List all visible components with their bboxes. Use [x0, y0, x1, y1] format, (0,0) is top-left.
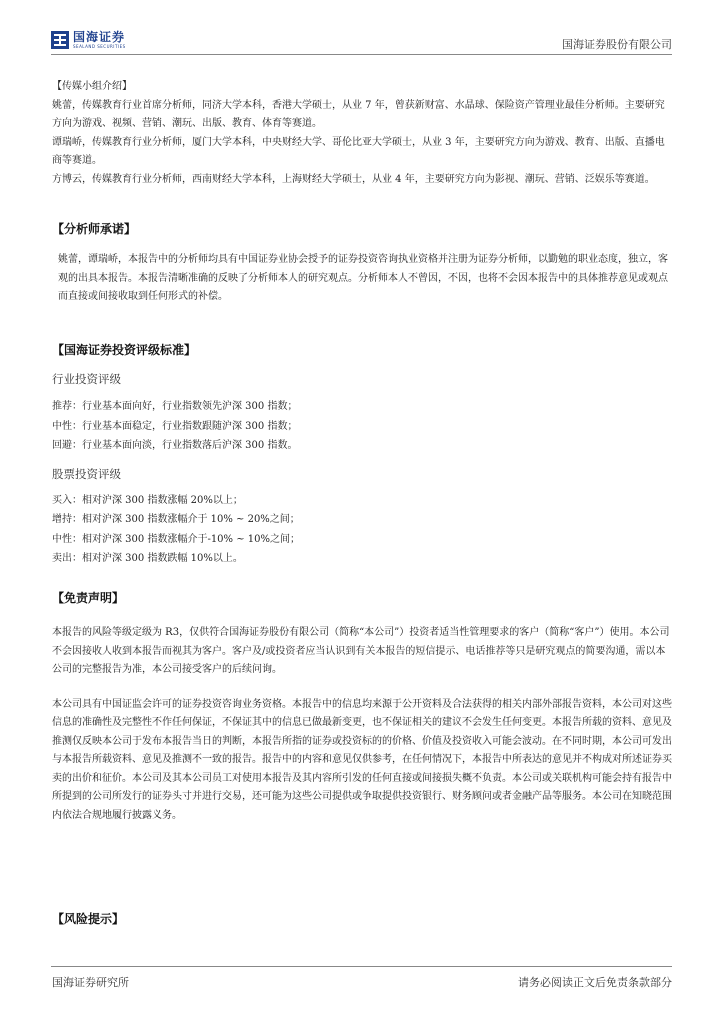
- stock-rating-item: 中性：相对沪深 300 指数涨幅介于-10% ~ 10%之间；: [52, 533, 301, 545]
- stock-rating-list: [52, 491, 672, 569]
- industry-rating-title: 行业投资评级: [52, 372, 121, 386]
- industry-rating-item: 中性：行业基本面稳定，行业指数跟随沪深 300 指数；: [52, 420, 298, 432]
- logo-mark-icon: [51, 31, 69, 49]
- header-company-name: 国海证券股份有限公司: [562, 38, 672, 51]
- stock-rating-item: 增持：相对沪深 300 指数涨幅介于 10% ~ 20%之间；: [52, 514, 300, 525]
- page-header: [0, 0, 724, 58]
- industry-rating-list: [52, 397, 672, 456]
- analyst-promise-text: 姚蕾，谭瑞峤，本报告中的分析师均具有中国证券业协会授予的证券投资咨询执业资格并注册为证券分析师，以勤勉的职业态度，独立，客观的出具本报告。本报告清晰准确的反映了分析师本人的研究观点。分析师本人不曾因，不因，也将不会因本报告中的具体推荐意见或观点而直接或间接收取到任何形式的补偿。: [58, 254, 668, 302]
- footer-divider: [51, 966, 672, 967]
- disclaimer-title: 【免责声明】: [52, 591, 125, 605]
- industry-rating-item: 回避：行业基本面向淡，行业指数落后沪深 300 指数。: [52, 440, 298, 451]
- team-intro-title: 【传媒小组介绍】: [52, 81, 132, 92]
- risk-title: 【风险提示】: [52, 912, 125, 926]
- logo-english-name: SEALAND SECURITIES: [73, 44, 126, 49]
- rating-standard-title: 【国海证券投资评级标准】: [52, 343, 197, 357]
- rating-standard-section: [52, 341, 672, 569]
- risk-section: [52, 910, 672, 927]
- disclaimer-paragraph-1: 本报告的风险等级定级为 R3，仅供符合国海证券股份有限公司（简称“本公司”）投资者适当性管理要求的客户（简称“客户”）使用。本公司不会因接收人收到本报告而视其为客户。客户及/或投资者应当认识到有关本报告的短信提示、电话推荐等只是研究观点的简要沟通，需以本公司的完整报告为准，本公司接受客户的后续问询。: [52, 627, 670, 675]
- footer-notice: 请务必阅读正文后免责条款部分: [518, 976, 672, 989]
- stock-rating-title: 股票投资评级: [52, 466, 121, 481]
- header-divider: [51, 54, 672, 55]
- analyst-bio-yao: 姚蕾，传媒教育行业首席分析师，同济大学本科，香港大学硕士，从业 7 年，曾获新财富、水晶球、保险资产管理业最佳分析师。主要研究方向为游戏、视频、营销、潮玩、出版、教育、体育等赛道。: [52, 99, 665, 129]
- team-intro-section: [52, 78, 672, 189]
- disclaimer-paragraph-2: 本公司具有中国证监会许可的证券投资咨询业务资格。本报告中的信息均来源于公开资料及合法获得的相关内部外部报告资料，本公司对这些信息的准确性及完整性不作任何保证，不保证其中的信息已做最新变更，也不保证相关的建议不会发生任何变更。本报告所载的资料、意见及推测仅反映本公司于发布本报告当日的判断，本报告所指的证券或投资标的的价格、价值及投资收入可能会波动。在不同时期，本公司可发出与本报告所载资料、意见及推测不一致的报告。报告中的内容和意见仅供参考，在任何情况下，本报告中所表达的意见并不构成对所述证券买卖的出价和征价。本公司及其本公司员工对使用本报告及其内容所引发的任何直接或间接损失概不负责。本公司或关联机构可能会持有报告中所提到的公司所发行的证券头寸并进行交易，还可能为这些公司提供或争取提供投资银行、财务顾问或者金融产品等服务。本公司在知晓范围内依法合规地履行披露义务。: [52, 698, 672, 821]
- analyst-bio-tan: 谭瑞峤，传媒教育行业分析师，厦门大学本科，中央财经大学、哥伦比亚大学硕士，从业 3 年，主要研究方向为游戏、教育、出版、直播电商等赛道。: [52, 136, 665, 166]
- analyst-bio-fang: 方博云，传媒教育行业分析师，西南财经大学本科，上海财经大学硕士，从业 4 年，主要研究方向为影视、潮玩、营销、泛娱乐等赛道。: [52, 173, 655, 185]
- stock-rating-item: 卖出：相对沪深 300 指数跌幅 10%以上。: [52, 553, 243, 564]
- footer-institute: 国海证券研究所: [52, 976, 129, 989]
- analyst-promise-title: 【分析师承诺】: [52, 222, 137, 236]
- stock-rating-item: 买入：相对沪深 300 指数涨幅 20%以上；: [52, 494, 243, 506]
- industry-rating-item: 推荐：行业基本面向好，行业指数领先沪深 300 指数；: [52, 401, 298, 412]
- analyst-promise-section: [52, 220, 672, 307]
- company-logo: [51, 31, 126, 51]
- logo-chinese-name: 国海证券: [73, 30, 126, 44]
- team-intro-body: [52, 97, 672, 190]
- disclaimer-section: [52, 589, 672, 825]
